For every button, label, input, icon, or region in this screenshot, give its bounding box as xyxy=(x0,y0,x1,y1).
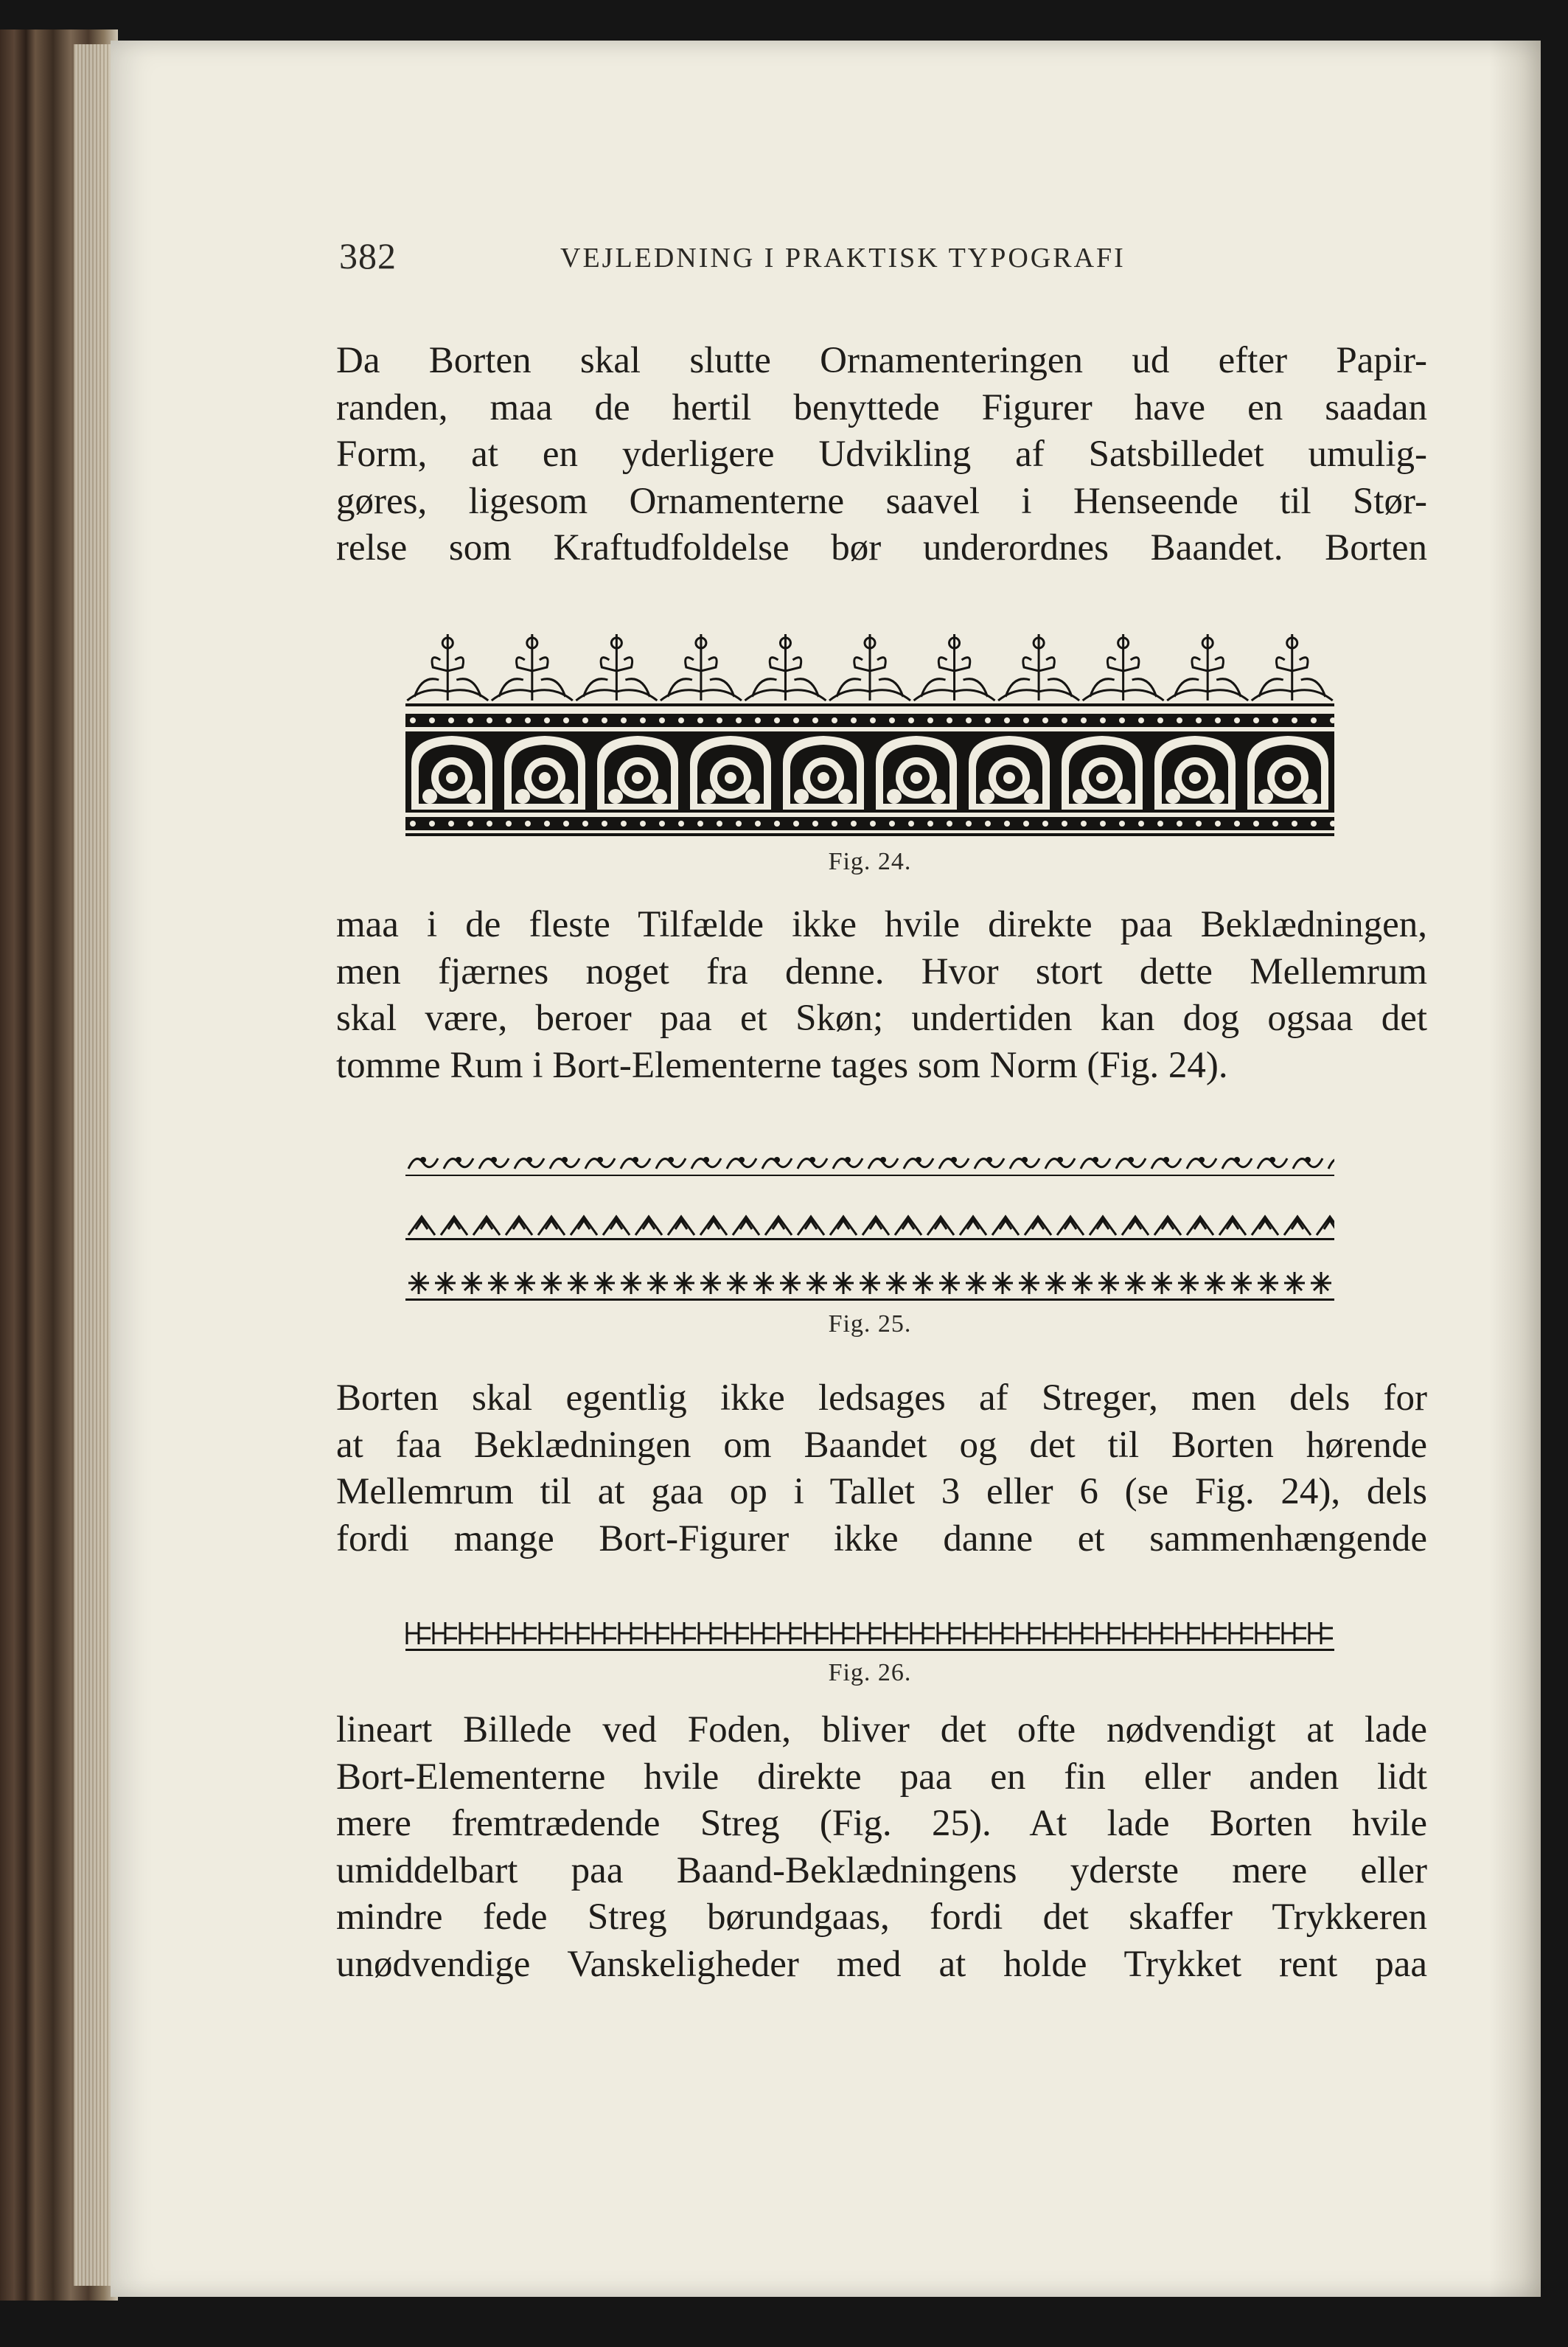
paragraph-line: Form, at en yderligere Udvikling af Satsbilledet umulig- xyxy=(336,434,1427,475)
bead xyxy=(1062,821,1067,827)
star-ornament xyxy=(435,1272,456,1294)
scroll-dot xyxy=(1022,1157,1028,1163)
leaf-ornament xyxy=(538,1217,565,1235)
leaf-ornament xyxy=(408,1217,435,1235)
bead xyxy=(908,821,914,827)
fret-ornament xyxy=(1177,1622,1200,1644)
paragraph-2 xyxy=(336,902,1427,1089)
paragraph-1 xyxy=(336,338,1427,572)
bead xyxy=(793,717,799,723)
fret-ornament xyxy=(991,1622,1014,1644)
fret-ornament xyxy=(1309,1622,1333,1644)
bead xyxy=(1023,717,1029,723)
rule xyxy=(405,1238,1334,1240)
bead xyxy=(774,821,780,827)
star-ornament xyxy=(1072,1272,1093,1294)
bead xyxy=(1253,717,1259,723)
star-ornament xyxy=(1045,1272,1066,1294)
bead xyxy=(1138,717,1144,723)
bead xyxy=(506,821,512,827)
fret-ornament xyxy=(1123,1622,1147,1644)
bead xyxy=(985,821,991,827)
leaf-ornament xyxy=(927,1217,954,1235)
bead xyxy=(947,717,952,723)
star-ornament xyxy=(515,1272,535,1294)
star-ornament xyxy=(939,1272,960,1294)
arch-rosette xyxy=(876,736,957,810)
leaf-ornament xyxy=(668,1217,694,1235)
arch-rosette xyxy=(783,736,864,810)
bead xyxy=(927,717,933,723)
bead xyxy=(832,821,837,827)
paragraph-line: Mellemrum til at gaa op i Tallet 3 eller 6 (se Fig. 24), dels xyxy=(336,1471,1427,1512)
fret-ornament xyxy=(1017,1622,1041,1644)
fleur-ornament xyxy=(745,634,826,700)
bead xyxy=(1081,821,1087,827)
scroll-dot xyxy=(951,1157,957,1163)
star-ornament xyxy=(408,1272,429,1294)
arch-rosette xyxy=(597,736,678,810)
scroll-dot xyxy=(880,1157,886,1163)
leaf-ornament xyxy=(895,1217,921,1235)
page-edges xyxy=(74,44,114,2286)
bead xyxy=(889,821,895,827)
star-ornament xyxy=(913,1272,933,1294)
arch-rosette xyxy=(1247,736,1328,810)
fleur-ornament xyxy=(914,634,995,700)
bead xyxy=(1215,717,1221,723)
figure-24-caption: Fig. 24. xyxy=(828,848,912,875)
bead xyxy=(563,717,569,723)
fret-ornament xyxy=(1070,1622,1094,1644)
bead xyxy=(582,717,588,723)
fret-ornament xyxy=(1256,1622,1280,1644)
bead xyxy=(1215,821,1221,827)
leaf-ornament xyxy=(473,1217,500,1235)
fret-ornament xyxy=(778,1622,802,1644)
fleur-ornament xyxy=(1083,634,1164,700)
leaf-ornament xyxy=(1025,1217,1051,1235)
bead xyxy=(1042,717,1048,723)
bead xyxy=(1311,821,1317,827)
star-ornament xyxy=(1205,1272,1225,1294)
bead xyxy=(851,717,857,723)
paragraph-line: mindre fede Streg børundgaas, fordi det skaffer Trykkeren xyxy=(336,1896,1427,1938)
paragraph-3 xyxy=(336,1375,1427,1562)
leaf-ornament xyxy=(798,1217,824,1235)
fret-ornament xyxy=(911,1622,935,1644)
scroll-dot xyxy=(1057,1157,1063,1163)
scroll-ornament xyxy=(1328,1158,1334,1169)
fret-ornament xyxy=(858,1622,882,1644)
bead xyxy=(487,821,492,827)
bead xyxy=(697,717,703,723)
fret-ornament xyxy=(460,1622,484,1644)
running-head: VEJLEDNING I PRAKTISK TYPOGRAFI xyxy=(560,243,1126,274)
fret-ornament xyxy=(433,1622,457,1644)
bead xyxy=(1311,717,1317,723)
bead xyxy=(525,821,531,827)
bead xyxy=(1138,821,1144,827)
leaf-ornament xyxy=(733,1217,759,1235)
fret-ornament xyxy=(513,1622,537,1644)
fret-ornament xyxy=(1203,1622,1227,1644)
star-ornament xyxy=(621,1272,641,1294)
bead xyxy=(640,821,646,827)
bead xyxy=(1272,717,1278,723)
leaf-ornament xyxy=(1057,1217,1084,1235)
rule xyxy=(405,833,1334,836)
leaf-ornament xyxy=(992,1217,1019,1235)
scroll-dot xyxy=(420,1157,426,1163)
bead xyxy=(678,821,684,827)
leaf-ornament xyxy=(960,1217,986,1235)
star-ornament xyxy=(568,1272,588,1294)
star-ornament xyxy=(594,1272,615,1294)
bead xyxy=(487,717,492,723)
star-ornament xyxy=(1284,1272,1305,1294)
bead xyxy=(947,821,952,827)
bead xyxy=(1004,717,1010,723)
star-ornament xyxy=(1311,1272,1331,1294)
bead xyxy=(1023,821,1029,827)
page-gutter-shadow xyxy=(1489,41,1541,2297)
bead xyxy=(1177,717,1182,723)
bead xyxy=(812,717,818,723)
bead xyxy=(697,821,703,827)
leaf-ornament xyxy=(441,1217,467,1235)
paragraph-line: umiddelbart paa Baand-Beklædningens yderste mere eller xyxy=(336,1849,1427,1891)
paragraph-line: fordi mange Bort-Figurer ikke danne et sammenhængende xyxy=(336,1517,1427,1560)
paragraph-line: mere fremtrædende Streg (Fig. 25). At lade Borten hvile xyxy=(336,1803,1427,1844)
leaf-ornament xyxy=(603,1217,630,1235)
scroll-dot xyxy=(1128,1157,1134,1163)
fig24-ornament-border xyxy=(405,627,1334,841)
bead xyxy=(410,717,416,723)
star-ornament xyxy=(488,1272,509,1294)
fret-ornament xyxy=(407,1622,431,1644)
star-ornament xyxy=(1019,1272,1039,1294)
bead xyxy=(1272,821,1278,827)
star-ornament xyxy=(753,1272,774,1294)
bead xyxy=(467,821,473,827)
scroll-dot xyxy=(986,1157,992,1163)
bead xyxy=(640,717,646,723)
bead xyxy=(966,717,972,723)
scroll-dot xyxy=(597,1157,603,1163)
fleur-ornament xyxy=(407,634,488,700)
bead xyxy=(1100,821,1106,827)
scroll-dot xyxy=(845,1157,851,1163)
star-ornament xyxy=(1151,1272,1172,1294)
scroll-dot xyxy=(668,1157,674,1163)
bead xyxy=(1292,821,1297,827)
fret-ornament xyxy=(619,1622,643,1644)
scroll-dot xyxy=(1093,1157,1098,1163)
fleur-ornament xyxy=(998,634,1079,700)
bead xyxy=(602,821,607,827)
star-ornament xyxy=(727,1272,748,1294)
paragraph-line: Borten skal egentlig ikke ledsages af Streger, men dels for xyxy=(336,1377,1427,1419)
fret-ornament xyxy=(964,1622,988,1644)
star-ornament xyxy=(700,1272,721,1294)
bead xyxy=(429,821,435,827)
bead xyxy=(966,821,972,827)
bead xyxy=(908,717,914,723)
bead xyxy=(582,821,588,827)
fret-ornament xyxy=(487,1622,510,1644)
bead xyxy=(659,821,665,827)
page-header xyxy=(339,234,1423,293)
leaf-ornament xyxy=(1284,1217,1311,1235)
bead xyxy=(985,717,991,723)
leaf-ornament xyxy=(1187,1217,1213,1235)
bead xyxy=(870,821,876,827)
bead xyxy=(774,717,780,723)
star-ornament xyxy=(541,1272,562,1294)
paragraph-line: Da Borten skal slutte Ornamenteringen ud efter Papir- xyxy=(336,340,1427,381)
leaf-ornament xyxy=(571,1217,597,1235)
paragraph-line: at faa Beklædningen om Baandet og det til Borten hørende xyxy=(336,1424,1427,1466)
rule xyxy=(405,703,1334,706)
star-ornament xyxy=(674,1272,694,1294)
leaf-ornament xyxy=(1090,1217,1116,1235)
fleur-ornament xyxy=(829,634,910,700)
paragraph-line: tomme Rum i Bort-Elementerne tages som Norm (Fig. 24). xyxy=(336,1044,1228,1086)
fret-ornament xyxy=(885,1622,908,1644)
bead xyxy=(793,821,799,827)
leaf-ornament xyxy=(765,1217,792,1235)
page-number: 382 xyxy=(339,235,397,277)
paragraph-line: unødvendige Vanskeligheder med at holde Trykket rent paa xyxy=(336,1943,1427,1985)
bead xyxy=(851,821,857,827)
fleur-ornament xyxy=(1252,634,1333,700)
bead xyxy=(1081,717,1087,723)
bead xyxy=(755,717,761,723)
rule xyxy=(405,1649,1334,1651)
bead xyxy=(1157,821,1163,827)
arch-rosette xyxy=(969,736,1050,810)
bead xyxy=(736,821,742,827)
fret-ornament xyxy=(725,1622,749,1644)
arch-rosette xyxy=(411,736,492,810)
scroll-dot xyxy=(916,1157,921,1163)
arch-rosette xyxy=(1154,736,1236,810)
fret-ornament xyxy=(593,1622,616,1644)
scroll-dot xyxy=(1269,1157,1275,1163)
bead xyxy=(889,717,895,723)
bead xyxy=(1062,717,1067,723)
bead xyxy=(1119,717,1125,723)
fret-ornament xyxy=(805,1622,829,1644)
fret-ornament xyxy=(646,1622,669,1644)
paragraph-line: relse som Kraftudfoldelse bør underordnes Baandet. Borten xyxy=(336,527,1427,569)
star-ornament xyxy=(886,1272,907,1294)
scroll-dot xyxy=(491,1157,497,1163)
bead xyxy=(467,717,473,723)
star-ornament xyxy=(647,1272,668,1294)
leaf-ornament xyxy=(700,1217,727,1235)
fleur-ornament xyxy=(492,634,573,700)
scroll-dot xyxy=(739,1157,745,1163)
fleur-ornament xyxy=(661,634,742,700)
fret-ornament xyxy=(1097,1622,1121,1644)
bead xyxy=(717,821,722,827)
bead xyxy=(544,821,550,827)
scroll-dot xyxy=(526,1157,532,1163)
figure-24 xyxy=(405,627,1334,877)
scroll-dot xyxy=(703,1157,709,1163)
bead xyxy=(755,821,761,827)
leaf-ornament xyxy=(830,1217,857,1235)
bead xyxy=(1177,821,1182,827)
scroll-dot xyxy=(774,1157,780,1163)
paragraph-line: maa i de fleste Tilfælde ikke hvile direkte paa Beklædningen, xyxy=(336,904,1427,945)
star-ornament xyxy=(1178,1272,1199,1294)
arch-rosette xyxy=(504,736,585,810)
fret-ornament xyxy=(752,1622,776,1644)
fleur-ornament xyxy=(576,634,657,700)
bead xyxy=(1157,717,1163,723)
bead xyxy=(1234,717,1240,723)
bead xyxy=(506,717,512,723)
paragraph-line: lineart Billede ved Foden, bliver det ofte nødvendigt at lade xyxy=(336,1709,1427,1750)
star-ornament xyxy=(992,1272,1013,1294)
fret-ornament xyxy=(1283,1622,1306,1644)
figure-25-caption: Fig. 25. xyxy=(828,1310,912,1338)
bead xyxy=(812,821,818,827)
bead xyxy=(525,717,531,723)
leaf-ornament xyxy=(1317,1217,1334,1235)
fret-ornament xyxy=(699,1622,722,1644)
scroll-dot xyxy=(809,1157,815,1163)
bead xyxy=(448,821,454,827)
arch-rosette xyxy=(1062,736,1143,810)
paragraph-line: gøres, ligesom Ornamenterne saavel i Henseende til Stør- xyxy=(336,480,1427,522)
fret-ornament xyxy=(832,1622,855,1644)
bead xyxy=(1196,717,1202,723)
figure-25 xyxy=(405,1147,1334,1338)
leaf-ornament xyxy=(863,1217,889,1235)
bead xyxy=(678,717,684,723)
bead xyxy=(1004,821,1010,827)
star-ornament xyxy=(1098,1272,1119,1294)
star-ornament xyxy=(461,1272,482,1294)
rule xyxy=(405,1175,1334,1176)
paragraph-line: Bort-Elementerne hvile direkte paa en fin eller anden lidt xyxy=(336,1756,1427,1798)
bead xyxy=(1100,717,1106,723)
bead xyxy=(1119,821,1125,827)
star-ornament xyxy=(780,1272,801,1294)
leaf-ornament xyxy=(1219,1217,1246,1235)
scroll-dot xyxy=(1305,1157,1311,1163)
bead xyxy=(927,821,933,827)
bead xyxy=(602,717,607,723)
bead xyxy=(832,717,837,723)
bead xyxy=(659,717,665,723)
bead xyxy=(736,717,742,723)
star-ornament xyxy=(806,1272,827,1294)
bead xyxy=(717,717,722,723)
bead xyxy=(1234,821,1240,827)
fig26-ornament-row xyxy=(405,1615,1334,1659)
fret-ornament xyxy=(1230,1622,1253,1644)
bead xyxy=(563,821,569,827)
fret-ornament xyxy=(1150,1622,1174,1644)
paragraph-line: randen, maa de hertil benyttede Figurer have en saadan xyxy=(336,386,1427,428)
star-ornament xyxy=(833,1272,854,1294)
star-ornament xyxy=(966,1272,986,1294)
paragraph-line: men fjærnes noget fra denne. Hvor stort dette Mellemrum xyxy=(336,950,1427,992)
leaf-ornament xyxy=(1252,1217,1278,1235)
paragraph-4 xyxy=(336,1707,1427,1988)
bead xyxy=(1196,821,1202,827)
fleur-ornament xyxy=(1167,634,1248,700)
fret-ornament xyxy=(672,1622,696,1644)
bead xyxy=(1253,821,1259,827)
bead xyxy=(621,717,627,723)
star-ornament xyxy=(1231,1272,1252,1294)
star-ornament xyxy=(1258,1272,1278,1294)
scroll-dot xyxy=(1163,1157,1169,1163)
bead xyxy=(544,717,550,723)
scroll-dot xyxy=(1199,1157,1205,1163)
bead xyxy=(1042,821,1048,827)
fret-ornament xyxy=(566,1622,590,1644)
fret-ornament xyxy=(540,1622,563,1644)
paragraph-line: skal være, beroer paa et Skøn; undertiden kan dog ogsaa det xyxy=(336,998,1427,1039)
arch-rosette xyxy=(690,736,771,810)
leaf-ornament xyxy=(635,1217,662,1235)
leaf-ornament xyxy=(506,1217,532,1235)
figure-26 xyxy=(405,1615,1334,1696)
fret-ornament xyxy=(938,1622,961,1644)
scroll-dot xyxy=(633,1157,638,1163)
leaf-ornament xyxy=(1154,1217,1181,1235)
fret-ornament xyxy=(1044,1622,1067,1644)
bead xyxy=(1292,717,1297,723)
bead xyxy=(410,821,416,827)
fig25-ornament-rows xyxy=(405,1147,1334,1309)
scroll-dot xyxy=(1234,1157,1240,1163)
rule xyxy=(405,1298,1334,1301)
bead xyxy=(448,717,454,723)
scroll-dot xyxy=(456,1157,461,1163)
bead xyxy=(621,821,627,827)
leaf-ornament xyxy=(1122,1217,1149,1235)
bead xyxy=(429,717,435,723)
figure-26-caption: Fig. 26. xyxy=(828,1659,912,1686)
bead xyxy=(870,717,876,723)
scroll-dot xyxy=(562,1157,568,1163)
star-ornament xyxy=(1125,1272,1146,1294)
star-ornament xyxy=(860,1272,880,1294)
